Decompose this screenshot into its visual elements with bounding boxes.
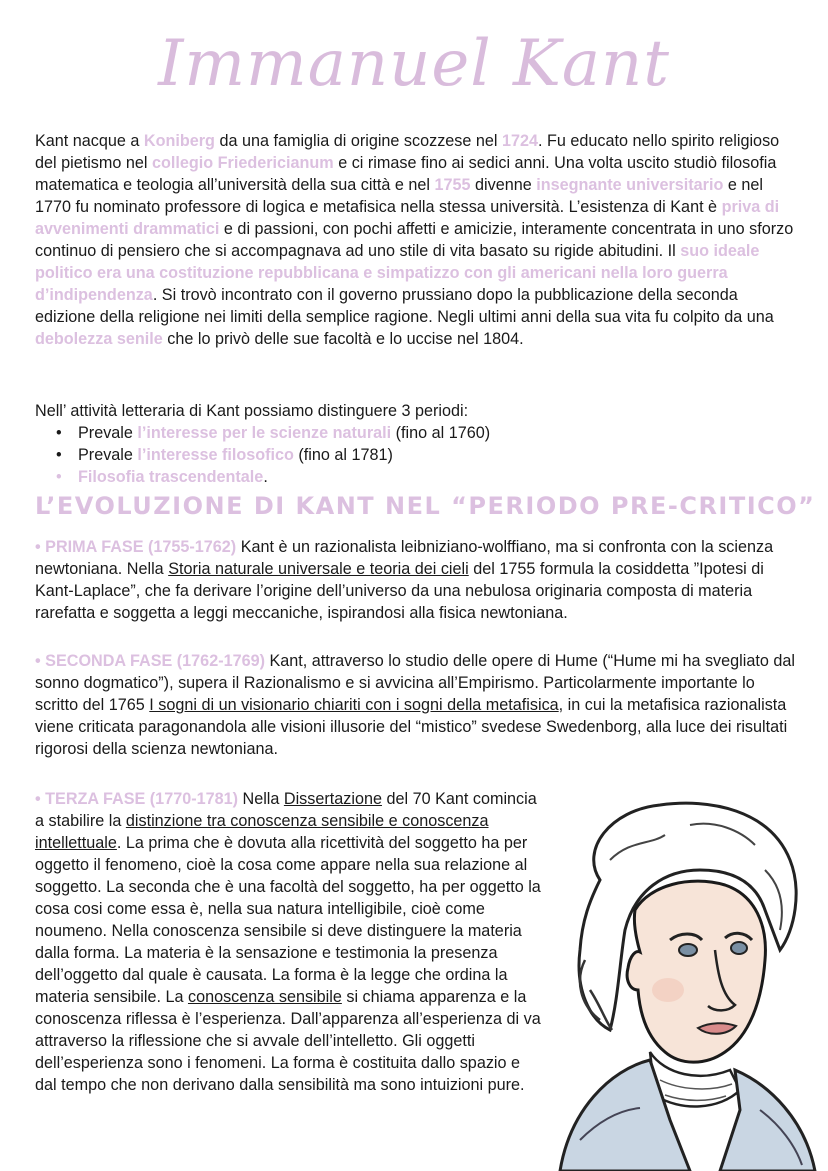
list-item: • Prevale l’interesse filosofico (fino al 1781) xyxy=(56,446,393,464)
list-item: • Prevale l’interesse per le scienze naturali (fino al 1760) xyxy=(56,424,491,442)
periods-intro: Nell’ attività letteraria di Kant possiamo distinguere 3 periodi: xyxy=(35,402,469,420)
periods-list xyxy=(56,422,490,488)
fase2-paragraph: • SECONDA FASE (1762-1769) Kant, attraverso lo studio delle opere di Hume (“Hume mi ha svegliato dal sonno dogmatico”), supera il Razionalismo e si avvicina all’Empirismo. Particolarmente importante lo scritto del 1765 I sogni di un visionario chiariti con i sogni della metafisica, in cui la metafisica razionalista viene criticata paragonandola alle visioni illusorie del “mistico” svedese Swedenborg, alla luce dei risultati rigorosi della scienza newtoniana. xyxy=(35,652,795,758)
section-heading: L’EVOLUZIONE DI KANT NEL “PERIODO PRE-CRITICO” xyxy=(35,492,816,520)
list-item: • Filosofia trascendentale. xyxy=(56,468,268,486)
page-title: Immanuel Kant xyxy=(158,27,670,101)
fase3-paragraph: • TERZA FASE (1770-1781) Nella Dissertazione del 70 Kant comincia a stabilire la distinzione tra conoscenza sensibile e conoscenza intellettuale. La prima che è dovuta alla ricettività del soggetto ha per oggetto il fenomeno, cioè la cosa come appare nella sua relazione al soggetto. La seconda che è una facoltà del soggetto, ha per oggetto la cosa cosi come essa è, nella sua natura intelligibile, cioè come noumeno. Nella conoscenza sensibile si deve distinguere la materia dalla forma. La materia è la sensazione e testimonia la presenza dell’oggetto dal quale è causata. La forma è la legge che ordina la materia sensibile. La conoscenza sensibile si chiama apparenza e la conoscenza riflessa è l’esperienza. Dall’apparenza all’esperienza di va attraverso la riflessione che si avvale dell’intelletto. Gli oggetti dell’esperienza sono i fenomeni. La forma è costituita dallo spazio e dal tempo che non derivano dalla sensibilità ma sono intuizioni pure. xyxy=(35,790,541,1094)
intro-paragraph: Kant nacque a Koniberg da una famiglia di origine scozzese nel 1724. Fu educato nello spirito religioso del pietismo nel collegio Friedericianum e ci rimase fino ai sedici anni. Una volta uscito studiò filosofia matematica e teologia all’università della sua città e nel 1755 divenne insegnante universitario e nel 1770 fu nominato professore di logica e metafisica nella stessa università. L’esistenza di Kant è priva di avvenimenti drammatici e di passioni, con pochi affetti e amicizie, interamente concentrata in uno sforzo continuo di pensiero che si accompagnava ad uno stile di vita basato su rigide abitudini. Il suo ideale politico era una costituzione repubblicana e simpatizzo con gli americani nella loro guerra d’indipendenza. Si trovò incontrato con il governo prussiano dopo la pubblicazione della seconda edizione della religione nei limiti della semplice ragione. Negli ultimi anni della sua vita fu colpito da una debolezza senile che lo privò delle sue facoltà e lo uccise nel 1804. xyxy=(35,132,794,348)
fase1-paragraph: • PRIMA FASE (1755-1762) Kant è un razionalista leibniziano-wolffiano, ma si confronta con la scienza newtoniana. Nella Storia naturale universale e teoria dei cieli del 1755 formula la cosiddetta ”Ipotesi di Kant-Laplace”, che fa derivare l’origine dell’universo da una nebulosa originaria composta di materia rarefatta e soggetta a leggi meccaniche, ispirandosi alla fisica newtoniana. xyxy=(35,538,774,622)
portrait-icon xyxy=(540,790,828,1171)
